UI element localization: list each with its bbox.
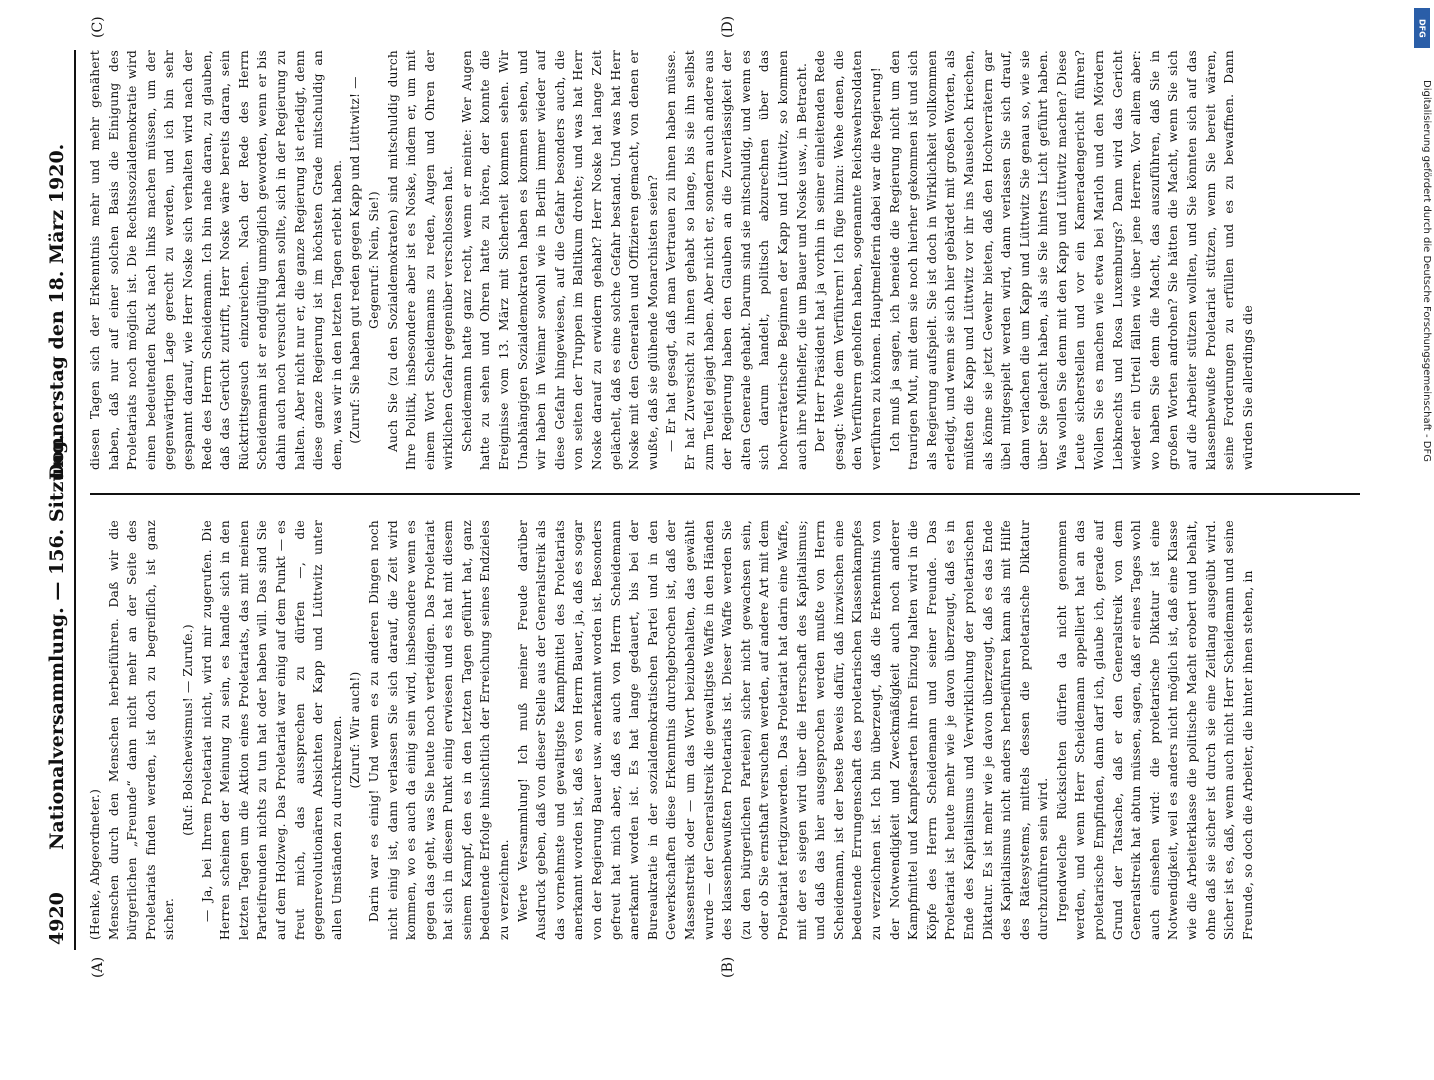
credit-text: Digitalisierung gefördert durch die Deutsche Forschungsgemeinschaft - DFG: [1421, 80, 1432, 463]
text-column-left: [86, 520, 1376, 940]
dfg-logo: DFG: [1414, 8, 1430, 48]
paragraph: Menschen durch den Menschen herbeiführen. Daß wir die bürgerlichen „Freunde“ dann nicht mehr an der Seite des Proletariats finden werden, ist doch zu begreiflich, ist ganz sicher.: [106, 520, 177, 940]
margin-marker-d: (D): [720, 15, 736, 38]
paragraph: Werte Versammlung! Ich muß meiner Freude darüber Ausdruck geben, daß von dieser Stelle aus der Generalstreik als das vornehmste und gewaltigste Kampfmittel des Proletariats anerkannt worden ist, daß es von Herrn Bauer, ja, daß es sogar von der Regierung Bauer usw. anerkannt worden ist. Besonders gefreut hat mich aber, daß es auch von Herrn Scheidemann anerkannt worden ist. Es hat lange gedauert, bis bei der Bureaukratie in der sozialdemokratischen Partei und in den Gewerkschaften diese Erkenntnis durchgebrochen ist, daß der Massenstreik oder — um das Wort beizubehalten, das gewählt wurde — der Generalstreik die gewaltigste Waffe in den Händen des klassenbewußten Proletariats ist. Dieser Waffe werden Sie (zu den bürgerlichen Parteien) sicher nicht gewachsen sein, oder ob Sie ernsthaft versuchen werden, auf andere Art mit dem Proletariat fertigzuwerden. Das Proletariat hat darin eine Waffe, mit der es siegen wird über die Herrschaft des Kapitalismus; und daß das hier ausgesprochen werden mußte von Herrn Scheidemann, ist der beste Beweis dafür, daß inzwischen eine bedeutende Errungenschaft des proletarischen Klassenkampfes zu verzeichnen ist. Ich bin überzeugt, daß die Erkenntnis von der Notwendigkeit und Zweckmäßigkeit auch noch anderer Kampfmittel und Kampfesarten ihren Einzug halten wird in die Köpfe des Herrn Scheidemann und seiner Freunde. Das Proletariat ist heute mehr wie je davon überzeugt, daß es in Ende des Kapitalismus und Verwirklichung der proletarischen Diktatur. Es ist mehr wie je davon überzeugt, daß es das Ende des Kapitalismus nicht anders herbeiführen kann als mit Hilfe des Rätesystems, mittels dessen die proletarische Diktatur durchzuführen sein wird.: [515, 520, 1051, 940]
page-number: 4920: [46, 892, 68, 945]
paragraph: Darin war es einig! Und wenn es zu anderen Dingen noch nicht einig ist, dann verlassen Sie sich darauf, die Zeit wird kommen, wo es auch da einig sein wird, insbesondere wenn es gegen das geht, was Sie heute noch verteidigen. Das Proletariat hat sich in diesem Punkt einig erwiesen und es hat mit diesem seinem Kampf, den es in den letzten Tagen geführt hat, ganz bedeutende Erfolge hinsichtlich der Erreichung seines Endzieles zu verzeichnen.: [366, 520, 512, 940]
column-divider: [90, 493, 1360, 495]
interjection: (Ruf: Bolschewismus! — Zurufe.): [180, 624, 195, 836]
header-rule: [74, 50, 76, 950]
paragraph: Irgendwelche Rücksichten dürfen da nicht genommen werden, und wenn Herr Scheidemann appelliert hat an das proletarische Empfinden, dann darf ich, glaube ich, gerade auf Grund der Tatsache, daß er den Generalstreik von dem Generalstreik hat abtun müssen, sagen, daß er eines Tages wohl auch einsehen wird: die proletarische Diktatur ist eine Notwendigkeit, weil es anders nicht möglich ist, daß eine Klasse wie die Arbeiterklasse die politische Macht erobert und behält, ohne daß sie sicher ist durch sie eine Zeitlang ausgeübt wird. Sicher ist es, daß, wenn auch nicht Herr Scheidemann und seine Freunde, so doch die Arbeiter, die hinter ihnen stehen, in: [1054, 520, 1255, 940]
paragraph: Ich muß ja sagen, ich beneide die Regierung nicht um den traurigen Mut, mit dem sie noch hierher gekommen ist und sich als Regierung aufspielt. Sie ist doch in Wirklichkeit vollkommen erledigt, und wenn sie sich hier gebärdet mit großen Worten, als müßten die Kapp und Lüttwitz vor ihr ins Mauseloch kriechen, als könne sie jetzt Gewehr bieten, daß den Hochverrätern gar übel mitgespielt werden wird, dann verlassen Sie sich drauf, dann verlachen die um Kapp und Lüttwitz Sie genau so, wie sie über Sie gelacht haben, als sie Sie hinters Licht geführt haben. Was wollen Sie denn mit den Kapp und Lüttwitz machen? Diese Leute sicherstellen und vor ein Kameradengericht führen? Wollen Sie es machen wie etwa bei Marloh und den Mördern Liebknechts und Rosa Luxemburgs? Dann wird das Gericht wieder ein Urteil fällen wie über jene Herren. Vor allem aber: wo haben Sie denn die Macht, das auszuführen, daß Sie in großen Worten androhen? Sie hätten die Macht, wenn Sie sich auf die Arbeiter stützen wollten, und Sie könnten sich auf das klassenbewußte Proletariat stützen, wenn Sie bereit wären, seine Forderungen zu erfüllen und es zu bewaffnen. Dann würden Sie allerdings die: [887, 50, 1255, 470]
text-column-right: [86, 50, 1376, 470]
margin-marker-c: (C): [90, 16, 106, 38]
interjection: (Zuruf: Wir auch!): [348, 671, 363, 789]
speaker-label: (Henke, Abgeordneter.): [88, 788, 102, 940]
paragraph: Scheidemann hatte ganz recht, wenn er meinte: Wer Augen hatte zu sehen und Ohren hatte zu hören, der konnte die Ereignisse vom 13. März mit Sicherheit kommen sehen. Wir Unabhängigen Sozialdemokraten haben es kommen sehen, und wir haben in Weimar sowohl wie in Berlin immer wieder auf diese Gefahr hingewiesen, auf die Gefahr besonders auch, die von seiten der Truppen im Baltikum drohte; und was hat Herr Noske darauf zu erwidern gehabt? Herr Noske hat lange Zeit gelächelt, daß es eine solche Gefahr bestand. Und was hat Herr Noske mit den Generalen und Offizieren gemacht, von denen er wußte, daß sie glühende Monarchisten seien?: [459, 50, 660, 470]
paragraph: — Ja, bei Ihrem Proletariat nicht, wird mir zugerufen. Die Herren scheinen der Meinung zu sein, es handle sich in den letzten Tagen um die Aktion eines Proletariats, das mit meinen Parteifreunden nichts zu tun hat oder haben will. Das sind Sie auf dem Holzweg. Das Proletariat war einig auf dem Punkt — es freut mich, das aussprechen zu dürfen —, die gegenrevolutionären Absichten der Kapp und Lüttwitz unter allen Umständen zu durchkreuzen.: [199, 520, 344, 940]
paragraph: — Er hat gesagt, daß man Vertrauen zu ihnen haben müsse. Er hat Zuversicht zu ihnen gehabt so lange, bis sie ihn selbst zum Teufel gejagt haben. Aber nicht er, sondern auch andere aus der Regierung haben den Glauben an die Zuverlässigkeit der alten Generale gehabt. Darum sind sie mitschuldig, und wenn es sich darum handelt, politisch abzurechnen über das hochverräterische Beginnen der Kapp und Lüttwitz, so kommen auch ihre Mithelfer, die um Bauer und Noske usw., in Betracht.: [664, 50, 809, 470]
page-header: [40, 0, 74, 1000]
margin-marker-a: (A): [90, 956, 106, 978]
session-date: Donnerstag den 18. März 1920.: [46, 143, 68, 480]
page-title: Nationalversammlung. — 156. Sitzung.: [46, 434, 68, 850]
interjection: (Zuruf: Sie haben gut reden gegen Kapp und Lüttwitz! — Gegenruf: Nein, Sie!): [348, 76, 381, 444]
margin-marker-b: (B): [720, 956, 736, 978]
paragraph: Auch Sie (zu den Sozialdemokraten) sind mitschuldig durch Ihre Politik, insbesondere aber ist es Noske, indem er, um mit einem Wort Scheidemanns zu reden, Augen und Ohren der wirklichen Gefahr gegenüber verschlossen hat.: [385, 50, 456, 470]
digitization-credit: [1410, 0, 1434, 1000]
paragraph: Der Herr Präsident hat ja vorhin in seiner einleitenden Rede gesagt: Wehe dem Verführern! Ich füge hinzu: Wehe denen, die den Verführern geholfen haben, sogenannte Reichswehrsoldaten verführen zu können. Hauptmelferin dabei war die Regierung!: [813, 50, 883, 470]
paragraph: diesen Tagen sich der Erkenntnis mehr und mehr genähert haben, daß nur auf einer solchen Basis die Einigung des Proletariats noch möglich ist. Die Rechtssozialdemokratie wird einen bedeutenden Ruck nach links machen müssen, um der gegenwärtigen Lage gerecht zu werden, und ich bin sehr gespannt darauf, wie Herr Noske sich verhalten wird nach der Rede des Herrn Scheidemann. Ich bin nahe daran, zu glauben, daß das Gerücht zutrifft, Herr Noske wäre bereits daran, sein Rücktrittsgesuch einzureichen. Nach der Rede des Herrn Scheidemann ist er endgültig unmöglich geworden, wenn er bis dahin auch noch versucht haben sollte, sich in der Regierung zu halten. Aber nicht nur er, die ganze Regierung ist erledigt, denn diese ganze Regierung ist im höchsten Grade mitschuldig an dem, was wir in den letzten Tagen erlebt haben.: [88, 50, 344, 470]
